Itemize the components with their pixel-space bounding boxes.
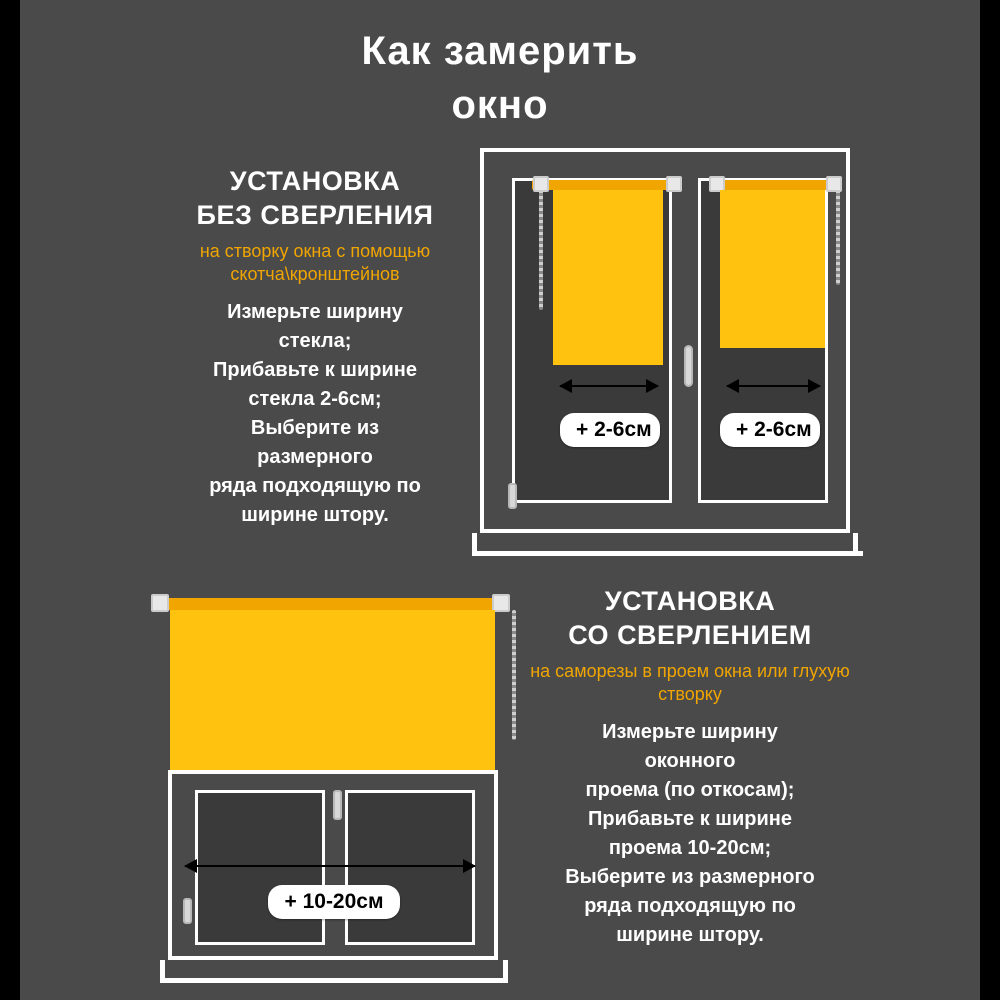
- section-with-drilling-subtitle: на саморезы в проем окна или глухую створку: [530, 660, 850, 704]
- body-line: Выберите из: [250, 417, 380, 440]
- section-no-drilling-heading: [155, 165, 475, 233]
- body-line: Прибавьте к ширине: [213, 359, 417, 382]
- poster-panel: [20, 0, 980, 1000]
- body-line: стекла;: [278, 330, 352, 353]
- body-line: размерного: [257, 446, 373, 469]
- blind-chain-right: [836, 190, 840, 285]
- measure-label-right: + 2-6см: [720, 413, 820, 447]
- blind-bracket-left-b: [666, 176, 682, 192]
- section-with-drilling-text: [520, 585, 860, 950]
- body-line: Измерьте ширину: [602, 721, 778, 744]
- blind-chain-big: [512, 610, 516, 740]
- body-line: Выберите из размерного: [565, 866, 815, 889]
- measure-label-left: + 2-6см: [560, 413, 660, 447]
- heading-line-1: УСТАНОВКА: [604, 586, 776, 616]
- blind-rail-right: [710, 180, 835, 190]
- heading-line-2: СО СВЕРЛЕНИЕМ: [568, 619, 812, 650]
- section-no-drilling-subtitle: на створку окна с помощью скотча\кронштейнов: [199, 240, 431, 284]
- section-no-drilling-body: [155, 298, 475, 530]
- window-sill-edge-left-2: [160, 960, 165, 978]
- measure-arrow-right: [727, 385, 820, 387]
- section-no-drilling-text: [155, 165, 475, 530]
- heading-line-1: УСТАНОВКА: [229, 166, 401, 196]
- window-sill-edge-right: [853, 533, 858, 551]
- page-title-line-2: окно: [451, 83, 549, 127]
- body-line: оконного: [644, 750, 736, 773]
- window-sill-edge-left: [472, 533, 477, 551]
- heading-line-2: БЕЗ СВЕРЛЕНИЯ: [196, 199, 434, 230]
- body-line: Измерьте ширину: [227, 301, 403, 324]
- blind-fabric-big: [170, 610, 495, 770]
- window-handle-left-lower[interactable]: [508, 483, 517, 509]
- window-sash-right-2: [345, 790, 475, 945]
- window-sill: [472, 533, 863, 556]
- body-line: ряда подходящую по: [209, 475, 421, 498]
- page-title: [20, 24, 980, 132]
- blind-rail-big: [160, 598, 505, 610]
- blind-fabric-right: [720, 190, 825, 348]
- blind-fabric-left: [553, 190, 663, 365]
- body-line: Прибавьте к ширине: [588, 808, 792, 831]
- section-with-drilling-body: [520, 718, 860, 950]
- page-title-line-1: Как замерить: [361, 29, 639, 73]
- blind-bracket-big-left: [151, 594, 169, 612]
- body-line: ширине штору.: [616, 924, 764, 947]
- window-handle-left-sash[interactable]: [684, 345, 693, 387]
- blind-rail-left: [532, 180, 677, 190]
- body-line: ширине штору.: [241, 504, 389, 527]
- blind-bracket-right-b: [826, 176, 842, 192]
- section-with-drilling-heading: [520, 585, 860, 653]
- body-line: стекла 2-6см;: [248, 388, 382, 411]
- window-sash-left-2: [195, 790, 325, 945]
- window-sill-2: [160, 960, 508, 983]
- measure-arrow-opening: [185, 865, 475, 867]
- window-sill-edge-right-2: [503, 960, 508, 978]
- measure-label-opening: + 10-20см: [268, 885, 400, 919]
- body-line: проема 10-20см;: [608, 837, 772, 860]
- body-line: ряда подходящую по: [584, 895, 796, 918]
- body-line: проема (по откосам);: [585, 779, 795, 802]
- measure-arrow-left: [560, 385, 658, 387]
- window-handle-2[interactable]: [333, 790, 342, 820]
- blind-chain-left: [539, 190, 543, 310]
- window-handle-lower-2[interactable]: [183, 898, 192, 924]
